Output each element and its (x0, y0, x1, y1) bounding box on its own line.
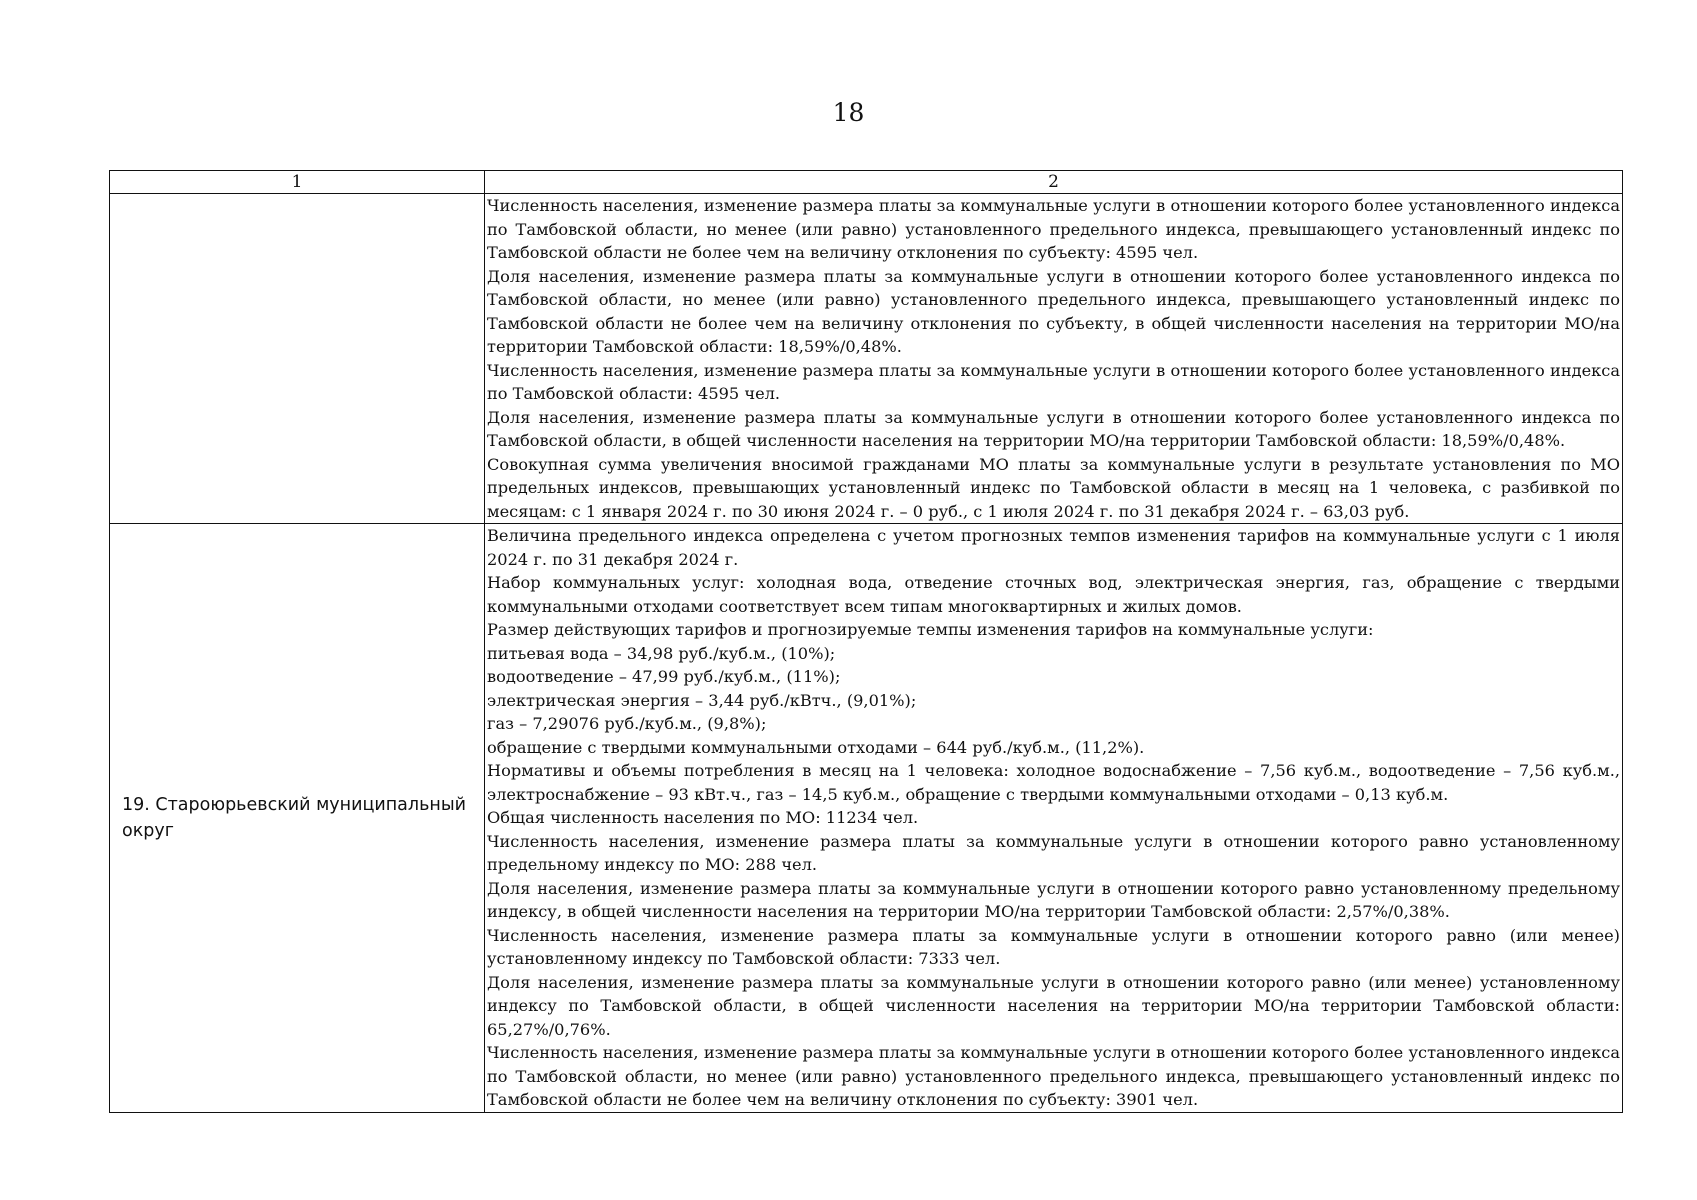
paragraph: Доля населения, изменение размера платы за коммунальные услуги в отношении которого равно (или менее) установленному индексу по Тамбовской области, в общей численности населения на территории МО/на территории Тамбовской области: 65,27%/0,76%. (487, 972, 1620, 1039)
paragraph: Численность населения, изменение размера платы за коммунальные услуги в отношении которого равно (или менее) установленному индексу по Тамбовской области: 7333 чел. (487, 925, 1620, 968)
paragraph: Общая численность населения по МО: 11234 чел. (487, 808, 919, 827)
paragraph: Численность населения, изменение размера платы за коммунальные услуги в отношении которого равно установленному предельному индексу по МО: 288 чел. (487, 831, 1620, 874)
paragraph: Доля населения, изменение размера платы за коммунальные услуги в отношении которого более установленного индекса по Тамбовской области, но менее (или равно) установленного предельного индекса, превышающего установленный индекс по Тамбовской области не более чем на величину отклонения по субъекту, в общей численности населения на территории МО/на территории Тамбовской области: 18,59%/0,48%. (487, 266, 1620, 356)
indicators-cell (485, 524, 1623, 1113)
municipality-cell: 19. Староюрьевский муниципальный округ (110, 524, 485, 1113)
tariff-table (109, 170, 1623, 1113)
paragraph: водоотведение – 47,99 руб./куб.м., (11%); (487, 667, 841, 686)
paragraph: Численность населения, изменение размера платы за коммунальные услуги в отношении которого более установленного индекса по Тамбовской области, но менее (или равно) установленного предельного индекса, превышающего установленный индекс по Тамбовской области не более чем на величину отклонения по субъекту: 4595 чел. (487, 196, 1620, 262)
paragraph: Набор коммунальных услуг: холодная вода, отведение сточных вод, электрическая энергия, газ, обращение с твердыми коммунальными отходами соответствует всем типам многоквартирных и жилых домов. (487, 573, 1620, 616)
paragraph: газ – 7,29076 руб./куб.м., (9,8%); (487, 714, 767, 733)
paragraph: Величина предельного индекса определена с учетом прогнозных темпов изменения тарифов на коммунальные услуги с 1 июля 2024 г. по 31 декабря 2024 г. (487, 526, 1620, 569)
paragraph: Размер действующих тарифов и прогнозируемые темпы изменения тарифов на коммунальные услуги: (487, 620, 1374, 639)
paragraph: Численность населения, изменение размера платы за коммунальные услуги в отношении которого более установленного индекса по Тамбовской области, но менее (или равно) установленного предельного индекса, превышающего установленный индекс по Тамбовской области не более чем на величину отклонения по субъекту: 3901 чел. (487, 1043, 1620, 1109)
page-number: 18 (832, 98, 865, 127)
table-row (110, 524, 1623, 1113)
paragraph: Совокупная сумма увеличения вносимой гражданами МО платы за коммунальные услуги в результате установления по МО предельных индексов, превышающих установленный индекс по Тамбовской области в месяц на 1 человека, с разбивкой по месяцам: с 1 января 2024 г. по 30 июня 2024 г. – 0 руб., с 1 июля 2024 г. по 31 декабря 2024 г. – 63,03 руб. (487, 454, 1620, 521)
paragraph: обращение с твердыми коммунальными отходами – 644 руб./куб.м., (11,2%). (487, 737, 1145, 757)
column-header-2: 2 (485, 171, 1623, 194)
paragraph: Доля населения, изменение размера платы за коммунальные услуги в отношении которого равно установленному предельному индексу, в общей численности населения на территории МО/на территории Тамбовской области: 2,57%/0,38%. (487, 878, 1620, 921)
paragraph: Нормативы и объемы потребления в месяц на 1 человека: холодное водоснабжение – 7,56 куб.м., водоотведение – 7,56 куб.м., электроснабжение – 93 кВт.ч., газ – 14,5 куб.м., обращение с твердыми коммунальными отходами – 0,13 куб.м. (487, 761, 1620, 804)
table-header-row (110, 171, 1623, 194)
paragraph: Доля населения, изменение размера платы за коммунальные услуги в отношении которого более установленного индекса по Тамбовской области, в общей численности населения на территории МО/на территории Тамбовской области: 18,59%/0,48%. (487, 407, 1620, 450)
column-header-1: 1 (110, 171, 485, 194)
municipality-cell (110, 194, 485, 524)
paragraph: питьевая вода – 34,98 руб./куб.м., (10%); (487, 643, 836, 663)
paragraph: электрическая энергия – 3,44 руб./кВтч., (9,01%); (487, 690, 917, 710)
paragraph: Численность населения, изменение размера платы за коммунальные услуги в отношении которого более установленного индекса по Тамбовской области: 4595 чел. (487, 360, 1620, 403)
table-row (110, 194, 1623, 524)
indicators-cell (485, 194, 1623, 524)
